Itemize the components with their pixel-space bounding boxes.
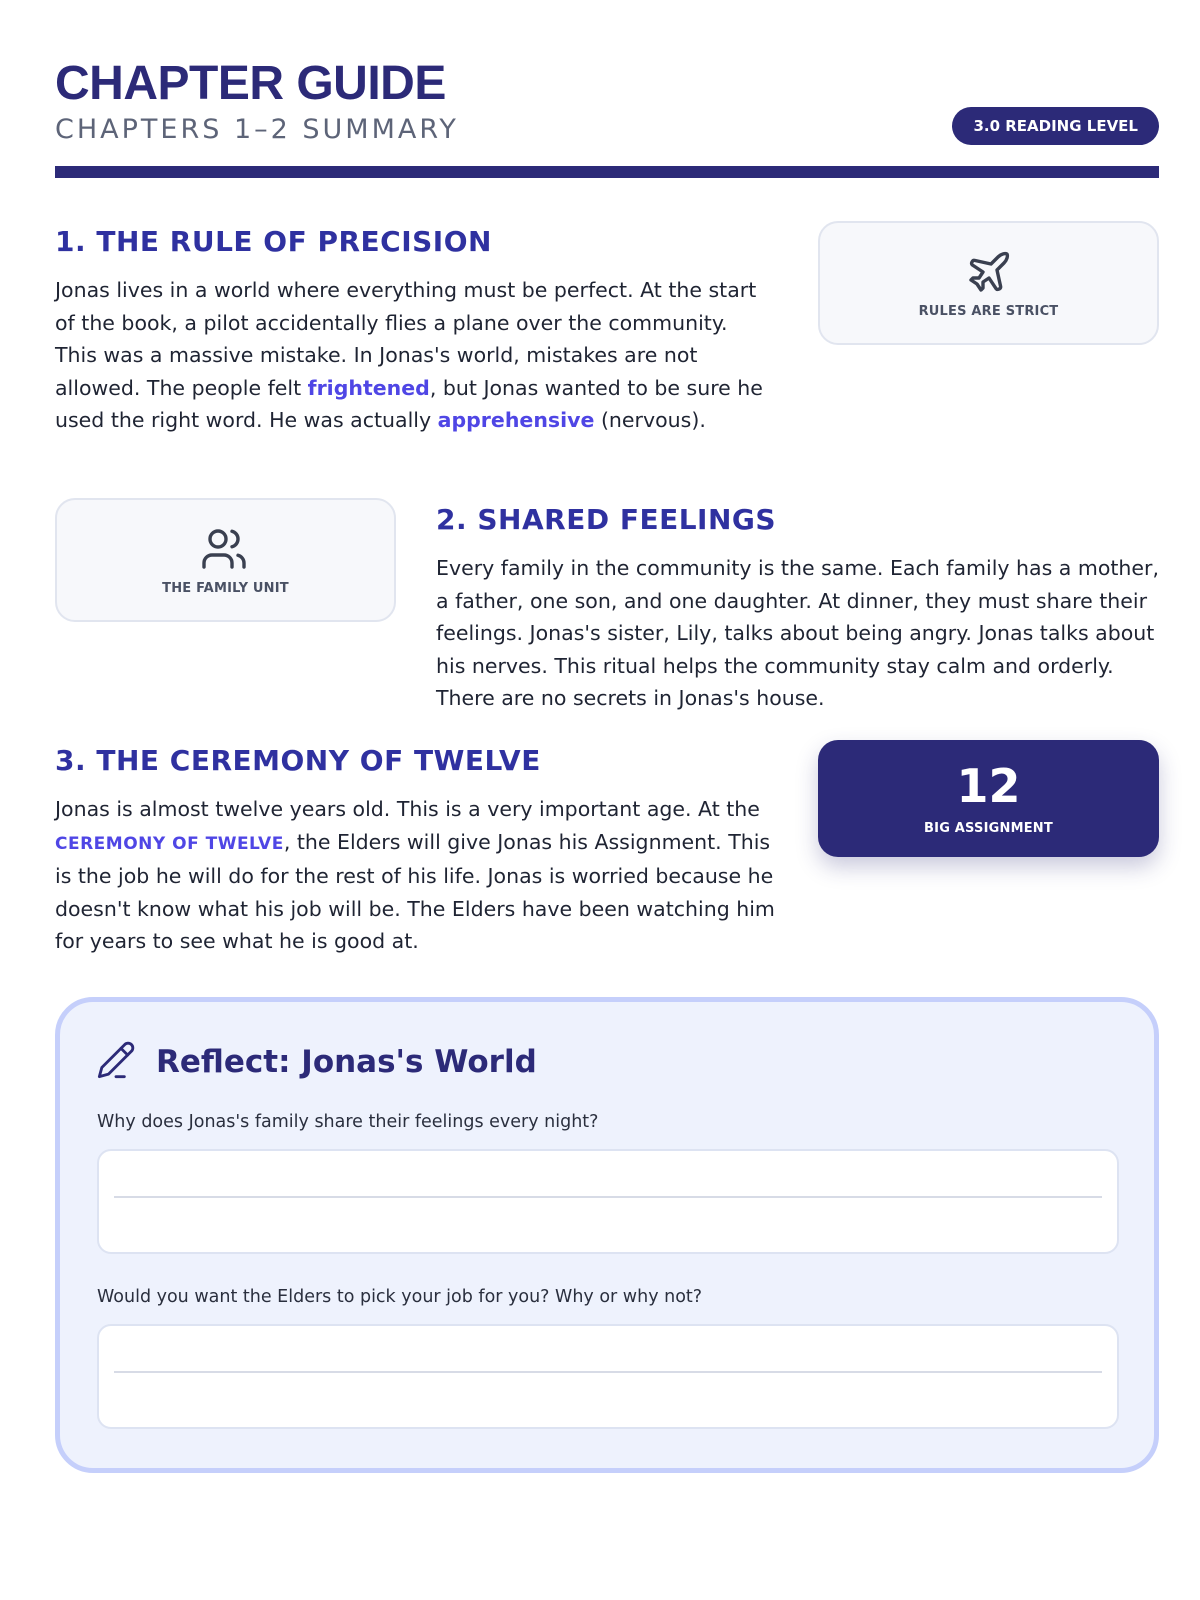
reflect-question: Why does Jonas's family share their feelings every night? (97, 1112, 599, 1132)
answer-field[interactable] (97, 1149, 1119, 1254)
body-text: , but Jonas wanted to be sure he used the right word. He was actually (55, 375, 763, 432)
answer-line (114, 1196, 1102, 1198)
plane-icon (965, 248, 1013, 296)
reflect-question: Would you want the Elders to pick your job for you? Why or why not? (97, 1287, 703, 1307)
card-big-assignment (818, 740, 1159, 857)
reflect-title: Reflect: Jonas's World (156, 1044, 537, 1080)
pencil-icon (96, 1040, 136, 1084)
body-text: (nervous). (594, 408, 706, 432)
vocab-word-frightened: frightened (307, 375, 430, 400)
vocab-word-apprehensive: apprehensive (437, 408, 595, 432)
answer-line (114, 1371, 1102, 1373)
answer-field[interactable] (97, 1324, 1119, 1429)
vocab-ceremony-of-twelve: CEREMONY OF TWELVE (55, 833, 284, 854)
section-shared-feelings (436, 502, 1159, 715)
reflect-box (55, 997, 1159, 1473)
card-caption: BIG ASSIGNMENT (924, 821, 1053, 836)
section-heading: 1. THE RULE OF PRECISION (55, 225, 492, 258)
section-rule-of-precision (55, 224, 775, 437)
page-title: CHAPTER GUIDE (55, 57, 446, 110)
section-body (55, 793, 775, 958)
card-number: 12 (956, 759, 1021, 813)
body-text: Jonas is almost twelve years old. This is a very important age. At the (55, 797, 760, 821)
section-body: Every family in the community is the same. Each family has a mother, a father, one son, and one daughter. At dinner, they must share their feelings. Jonas's sister, Lily, talks about being angry. Jonas talks about his nerves. This ritual helps the community stay calm and orderly. There are no secrets in Jonas's house. (436, 556, 1159, 710)
header-divider (55, 166, 1159, 178)
page (55, 0, 1159, 1600)
users-icon (200, 525, 252, 573)
section-heading: 3. THE CEREMONY OF TWELVE (55, 744, 541, 777)
card-caption: RULES ARE STRICT (918, 303, 1059, 319)
section-body (55, 274, 775, 437)
reflect-header (96, 1040, 537, 1084)
section-ceremony-of-twelve (55, 743, 775, 958)
body-text: , the Elders will give Jonas his Assignment. This is the job he will do for the rest of his life. Jonas is worried because he doesn't know what his job will be. The Elders have been watching him for years to see what he is good at. (55, 829, 775, 953)
body-text: Jonas lives in a world where everything must be perfect. At the start of the book, a pilot accidentally flies a plane over the community. This was a massive mistake. In Jonas's world, mistakes are not allowed. The people felt (55, 278, 757, 400)
card-family-unit (55, 498, 396, 622)
page-subtitle: CHAPTERS 1–2 SUMMARY (55, 114, 459, 145)
card-rules-are-strict (818, 221, 1159, 345)
section-heading: 2. SHARED FEELINGS (436, 503, 777, 536)
reading-level-badge: 3.0 READING LEVEL (952, 107, 1159, 145)
card-caption: THE FAMILY UNIT (162, 580, 289, 596)
